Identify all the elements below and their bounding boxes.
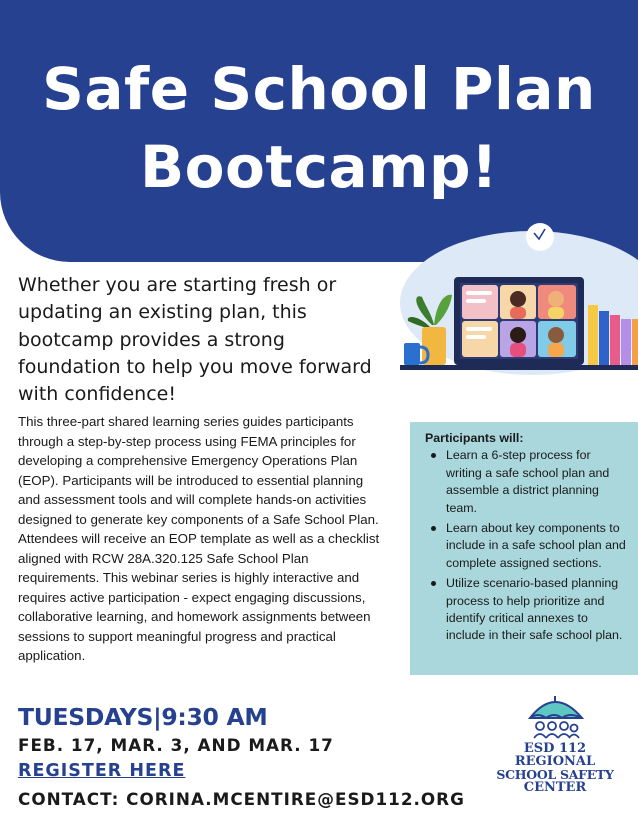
logo-line-1: ESD 112 <box>523 741 587 756</box>
logo-line-4: CENTER <box>523 780 587 795</box>
intro-text: Whether you are starting fresh or updating an existing plan, this bootcamp provides a strong foundation to help you move forward with confidence! <box>18 274 372 406</box>
register-link[interactable]: REGISTER HERE <box>18 761 186 781</box>
page-title <box>0 50 638 206</box>
title-line-1: Safe School Plan <box>42 55 596 123</box>
list-item <box>425 447 628 517</box>
video-call-illustration <box>392 215 638 375</box>
bullet-icon <box>431 581 436 586</box>
title-line-2: Bootcamp! <box>139 133 499 201</box>
schedule-time: TUESDAYS|9:30 AM <box>18 703 268 731</box>
logo-line-2: REGIONAL <box>514 754 596 769</box>
book <box>588 305 598 365</box>
mug <box>404 343 420 365</box>
desk <box>400 365 638 370</box>
schedule-dates: FEB. 17, MAR. 3, AND MAR. 17 <box>18 735 334 755</box>
list-item <box>425 575 628 645</box>
description-text: This three-part shared learning series guides participants through a step-by-step process using FEMA principles for developing a comprehensive Emergency Operations Plan (EOP). Participants will be introduced to essential planning and assessment tools and will complete hands-on activities designed to generate key components of a Safe School Plan. Attendees will receive an EOP template as well as a checklist aligned with RCW 28A.320.125 Safe School Plan requirements. This webinar series is highly interactive and requires active participation - expect engaging discussions, collaborative learning, and homework assignments between sessions to support meaningful progress and practical application. <box>18 414 380 663</box>
participants-box <box>410 422 638 675</box>
list-item-text: Learn a 6-step process for writing a safe school plan and assemble a district planning team. <box>446 448 610 515</box>
participants-list <box>425 447 628 644</box>
contact-info: CONTACT: CORINA.MCENTIRE@ESD112.ORG <box>18 789 465 809</box>
list-item-text: Learn about key components to include in a safe school plan and complete assigned sections. <box>446 521 626 570</box>
list-item <box>425 520 628 572</box>
logo-line-3: SCHOOL SAFETY <box>496 767 614 782</box>
logo-wordmark <box>490 742 620 794</box>
bullet-icon <box>431 453 436 458</box>
list-item-text: Utilize scenario-based planning process to help prioritize and identify critical annexes to include in their safe school plan. <box>446 576 623 643</box>
bullet-icon <box>431 526 436 531</box>
participants-heading: Participants will: <box>425 431 524 445</box>
